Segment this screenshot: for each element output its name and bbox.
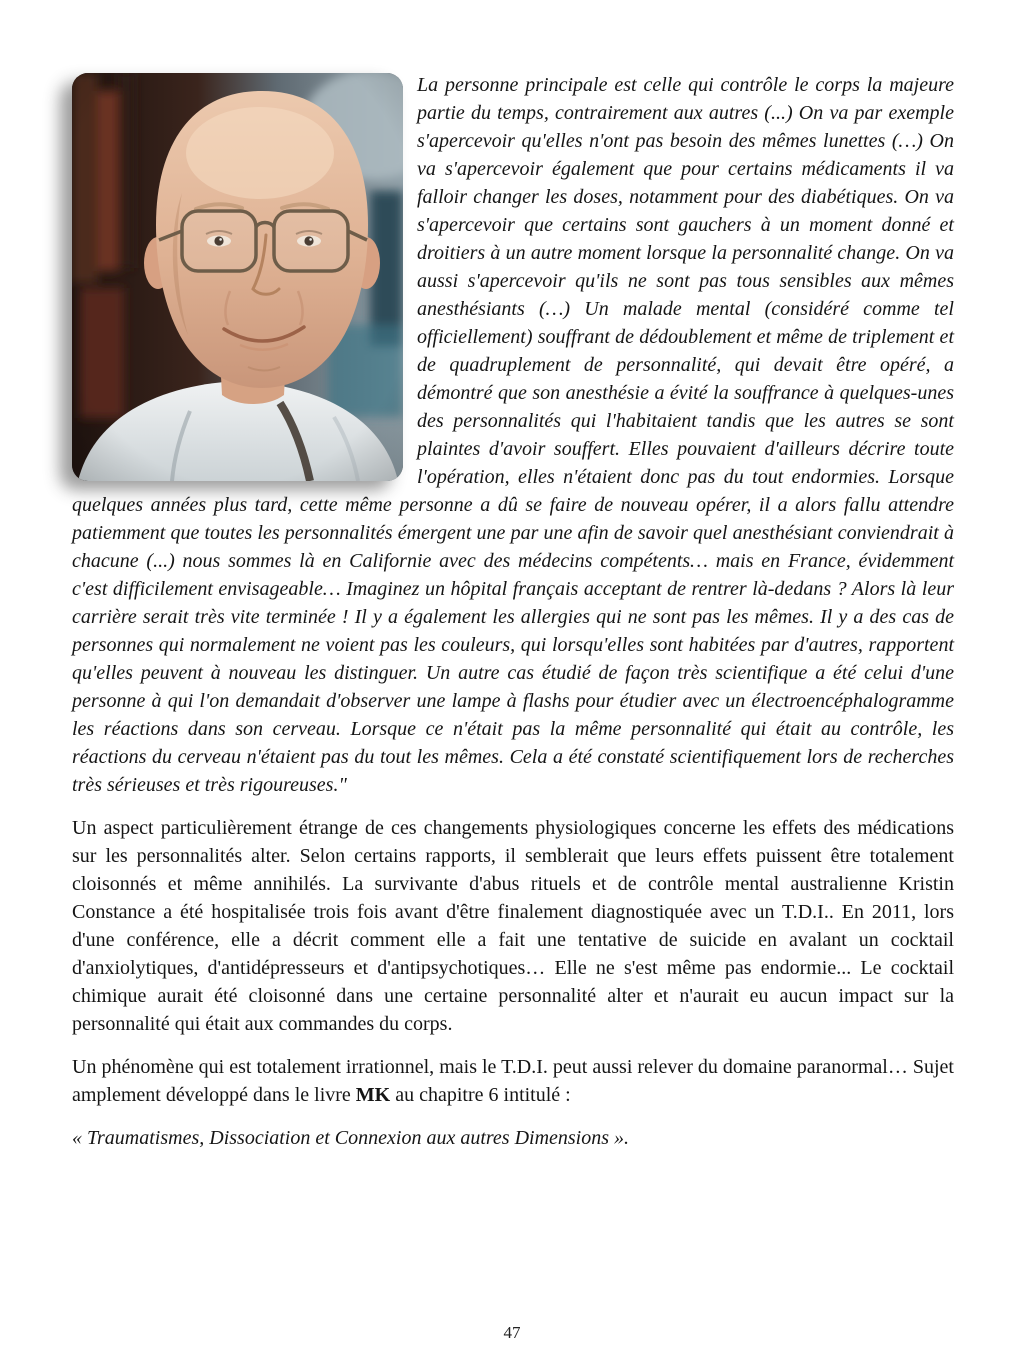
paranormal-text-before: Un phénomène qui est totalement irrationnel, mais le T.D.I. peut aussi relever du domaine paranormal… Sujet amplement développé dans le livre xyxy=(72,1056,954,1106)
paragraph-medications: Un aspect particulièrement étrange de ces changements physiologiques concerne les effets des médications sur les personnalités alter. Selon certains rapports, il semblerait que leurs effets puissent être totalement cloisonnés et même annihilés. La survivante d'abus rituels et de contrôle mental australienne Kristin Constance a été hospitalisée trois fois avant d'être finalement diagnostiquée avec un T.D.I.. En 2011, lors d'une conférence, elle a décrit comment elle a fait une tentative de suicide en avalant un cocktail d'anxiolytiques, d'antidépresseurs et d'antipsychotiques… Elle ne s'est même pas endormie... Le cocktail chimique aurait été cloisonné dans une certaine personnalité alter et n'aurait eu aucun impact sur la personnalité qui était aux commandes du corps. xyxy=(72,817,954,1035)
paragraph-paranormal xyxy=(72,1053,954,1109)
book-title-mk: MK xyxy=(355,1084,391,1106)
quote-text: La personne principale est celle qui contrôle le corps la majeure partie du temps, contrairement aux autres (...) On va par exemple s'apercevoir qu'elles n'ont pas besoin des mêmes lunettes (…) On va s'apercevoir également que pour certains médicaments il va falloir changer les doses, notamment pour des diabétiques. On va s'apercevoir que certains sont gauchers à un moment donné et droitiers à un autre moment lorsque la personnalité change. On va aussi s'apercevoir qu'ils ne sont pas tous sensibles aux mêmes anesthésiants (…) Un malade mental (considéré comme tel officiellement) souffrant de dédoublement et même de triplement et de quadruplement de personnalité, qui devait être opéré, a démontré que son anesthésie a évité la souffrance à quelques-unes des personnalités qui l'habitaient tandis que les autres se sont plaintes d'avoir souffert. Elles pouvaient d'ailleurs décrire toute l'opération, elles n'étaient donc pas du tout endormies. Lorsque quelques années plus tard, cette même personne a dû se faire de nouveau opérer, il a alors fallu attendre patiemment que toutes les personnalités émergent une par une afin de savoir quel anesthésiant conviendrait à chacune (...) nous sommes là en Californie avec des médecins compétents… mais en France, évidemment c'est difficilement envisageable… Imaginez un hôpital français acceptant de rentrer là-dedans ? Alors là leur carrière serait très vite terminée ! Il y a également les allergies qui ne sont pas les mêmes. Il y a des cas de personnes qui normalement ne voient pas les couleurs, qui lorsqu'elles sont habitées par d'autres, rapportent qu'elles peuvent à nouveau les distinguer. Un autre cas étudié de façon très scientifique a été celui d'une personne à qui l'on demandait d'observer une lampe à flashs pour étudier avec un électroencéphalogramme les réactions dans son cerveau. Lorsque ce n'était pas la même personnalité qui était au contrôle, les réactions du cerveau n'étaient pas du tout les mêmes. Cela a été constaté scientifiquement lors de recherches très sérieuses et très rigoureuses." xyxy=(72,74,954,796)
portrait-illustration xyxy=(72,73,403,481)
portrait-photo xyxy=(72,73,403,481)
paranormal-text-after: au chapitre 6 intitulé : xyxy=(390,1084,571,1106)
chapter-title: « Traumatismes, Dissociation et Connexion aux autres Dimensions ». xyxy=(72,1127,630,1149)
page-number: 47 xyxy=(503,1323,521,1342)
quote-paragraph xyxy=(72,71,954,799)
page-content xyxy=(72,71,954,1167)
